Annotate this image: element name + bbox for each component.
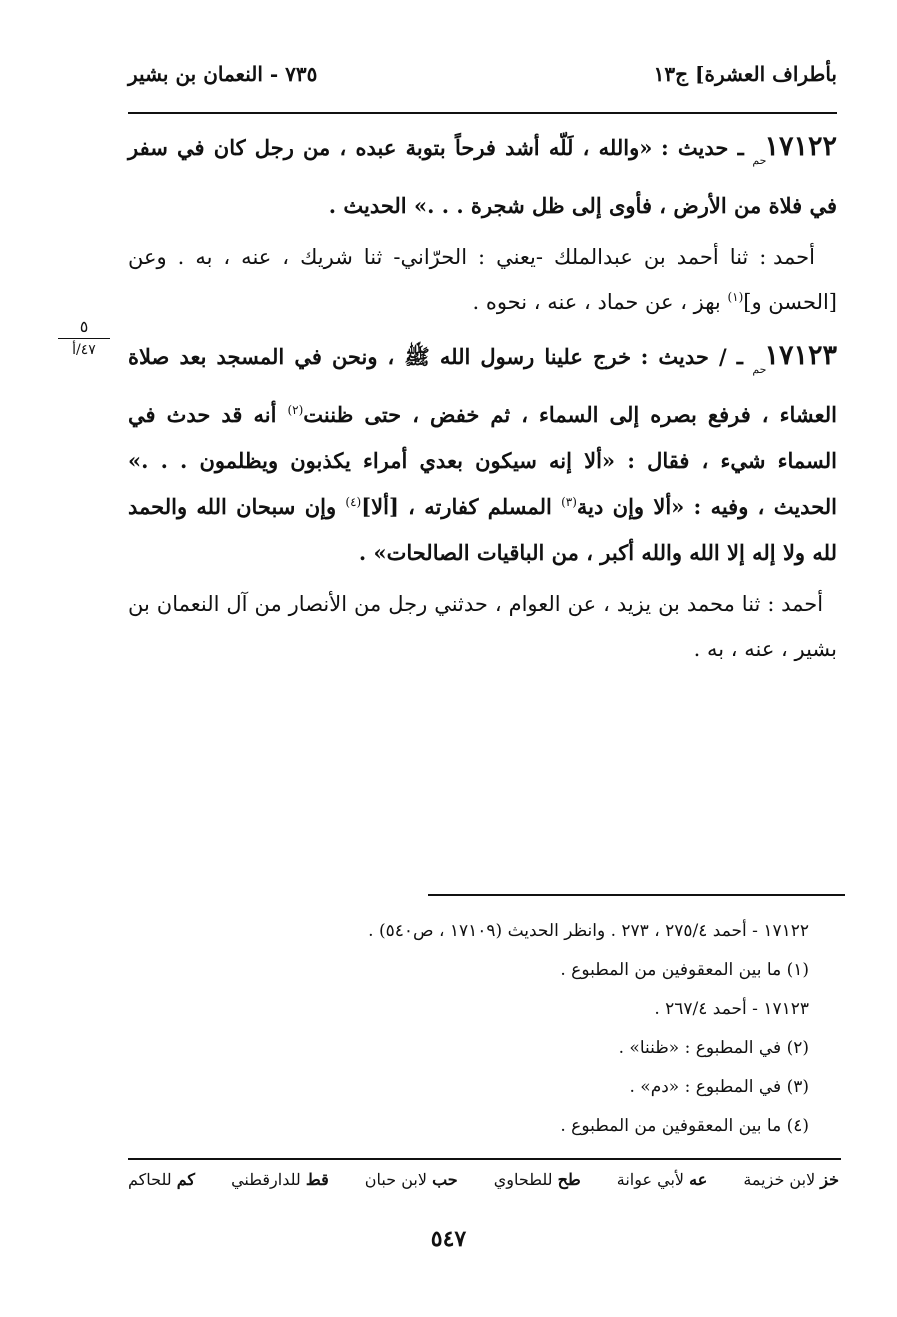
isnad-text: أحمد : ثنا محمد بن يزيد ، عن العوام ، حدثني رجل من الأنصار من آل النعمان بن بشير ، عنه ، به .	[128, 592, 837, 661]
header-divider	[128, 112, 837, 114]
header-chapter: ٧٣٥ - النعمان بن بشير	[128, 62, 318, 86]
isnad-text-cont: بهز ، عن حماد ، عنه ، نحوه .	[472, 290, 728, 314]
hadith-text-cont: أنه قد حدث في السماء شيء ، فقال : «ألا إنه سيكون بعدي أمراء يكذبون ويظلمون . . .» الحديث ، وفيه : «ألا وإن دية	[128, 402, 837, 519]
footnote-divider	[428, 894, 845, 896]
entry-label: ـ حديث :	[660, 135, 744, 160]
entry-number: ١٧١٢٢	[764, 131, 837, 162]
hadith-text: خرج علينا رسول الله ﷺ ، ونحن في المسجد بعد صلاة العشاء ، فرفع بصره إلى السماء ، ثم خفض ، حتى ظننت	[128, 344, 837, 427]
page-number: ٥٤٧	[430, 1226, 467, 1252]
folio-divider	[58, 338, 110, 339]
entry-17123	[128, 333, 837, 576]
footnotes	[128, 912, 809, 1146]
abbrev-item: كم للحاكم	[128, 1170, 196, 1189]
folio-line-number: ٥	[79, 317, 89, 336]
footer-divider	[128, 1158, 841, 1160]
running-header	[128, 62, 837, 86]
header-book-title: بأطراف العشرة] ج١٣	[653, 62, 837, 86]
folio-reference: ٤٧/أ	[72, 342, 96, 358]
source-mark: حم	[752, 154, 767, 167]
isnad-17122	[128, 235, 837, 325]
abbrev-item: حب لابن حبان	[364, 1170, 458, 1189]
entry-17122	[128, 124, 837, 229]
abbrev-item: خز لابن خزيمة	[743, 1170, 839, 1189]
hadith-text: «والله ، لَلّه أشد فرحاً بتوبة عبده ، من رجل كان في سفر في فلاة من الأرض ، فأوى إلى ظل شجرة . . .» الحديث .	[128, 135, 837, 218]
footnote-ref: (٤)	[345, 495, 362, 509]
footnote-ref: (٣)	[561, 495, 577, 509]
footnote-ref: (١)	[727, 290, 744, 304]
footnote-line: ١٧١٢٣ - أحمد ٢٦٧/٤ .	[654, 999, 809, 1019]
manuscript-folio-note	[58, 318, 110, 359]
footnote-ref: (٢)	[287, 403, 304, 417]
footnote-line: (١) ما بين المعقوفين من المطبوع .	[560, 960, 809, 980]
abbreviation-key	[128, 1170, 839, 1189]
isnad-text: أحمد : ثنا أحمد بن عبدالملك -يعني : الحرّاني- ثنا شريك ، عنه ، به . وعن [الحسن و]	[128, 245, 837, 314]
abbrev-item: طح للطحاوي	[493, 1170, 581, 1189]
abbrev-item: عه لأبي عوانة	[616, 1170, 708, 1189]
entry-number: ١٧١٢٣	[764, 340, 837, 371]
isnad-17123	[128, 582, 837, 672]
footnote-line: (٣) في المطبوع : «دم» .	[629, 1077, 809, 1097]
footnote-line: ١٧١٢٢ - أحمد ٢٧٥/٤ ، ٢٧٣ . وانظر الحديث (١٧١٠٩ ، ص٥٤٠) .	[368, 921, 809, 941]
source-mark: حم	[752, 363, 767, 376]
hadith-text-cont: وإن سبحان الله والحمد لله ولا إله إلا الله والله أكبر ، من الباقيات الصالحات» .	[128, 494, 837, 565]
footnote-line: (٢) في المطبوع : «ظننا» .	[618, 1038, 809, 1058]
main-text	[128, 124, 837, 678]
abbrev-item: قط للدارقطني	[231, 1170, 329, 1189]
hadith-text-cont: المسلم كفارته ، [ألا]	[361, 494, 562, 519]
entry-label: ـ / حديث :	[640, 344, 743, 369]
footnote-line: (٤) ما بين المعقوفين من المطبوع .	[560, 1116, 809, 1136]
